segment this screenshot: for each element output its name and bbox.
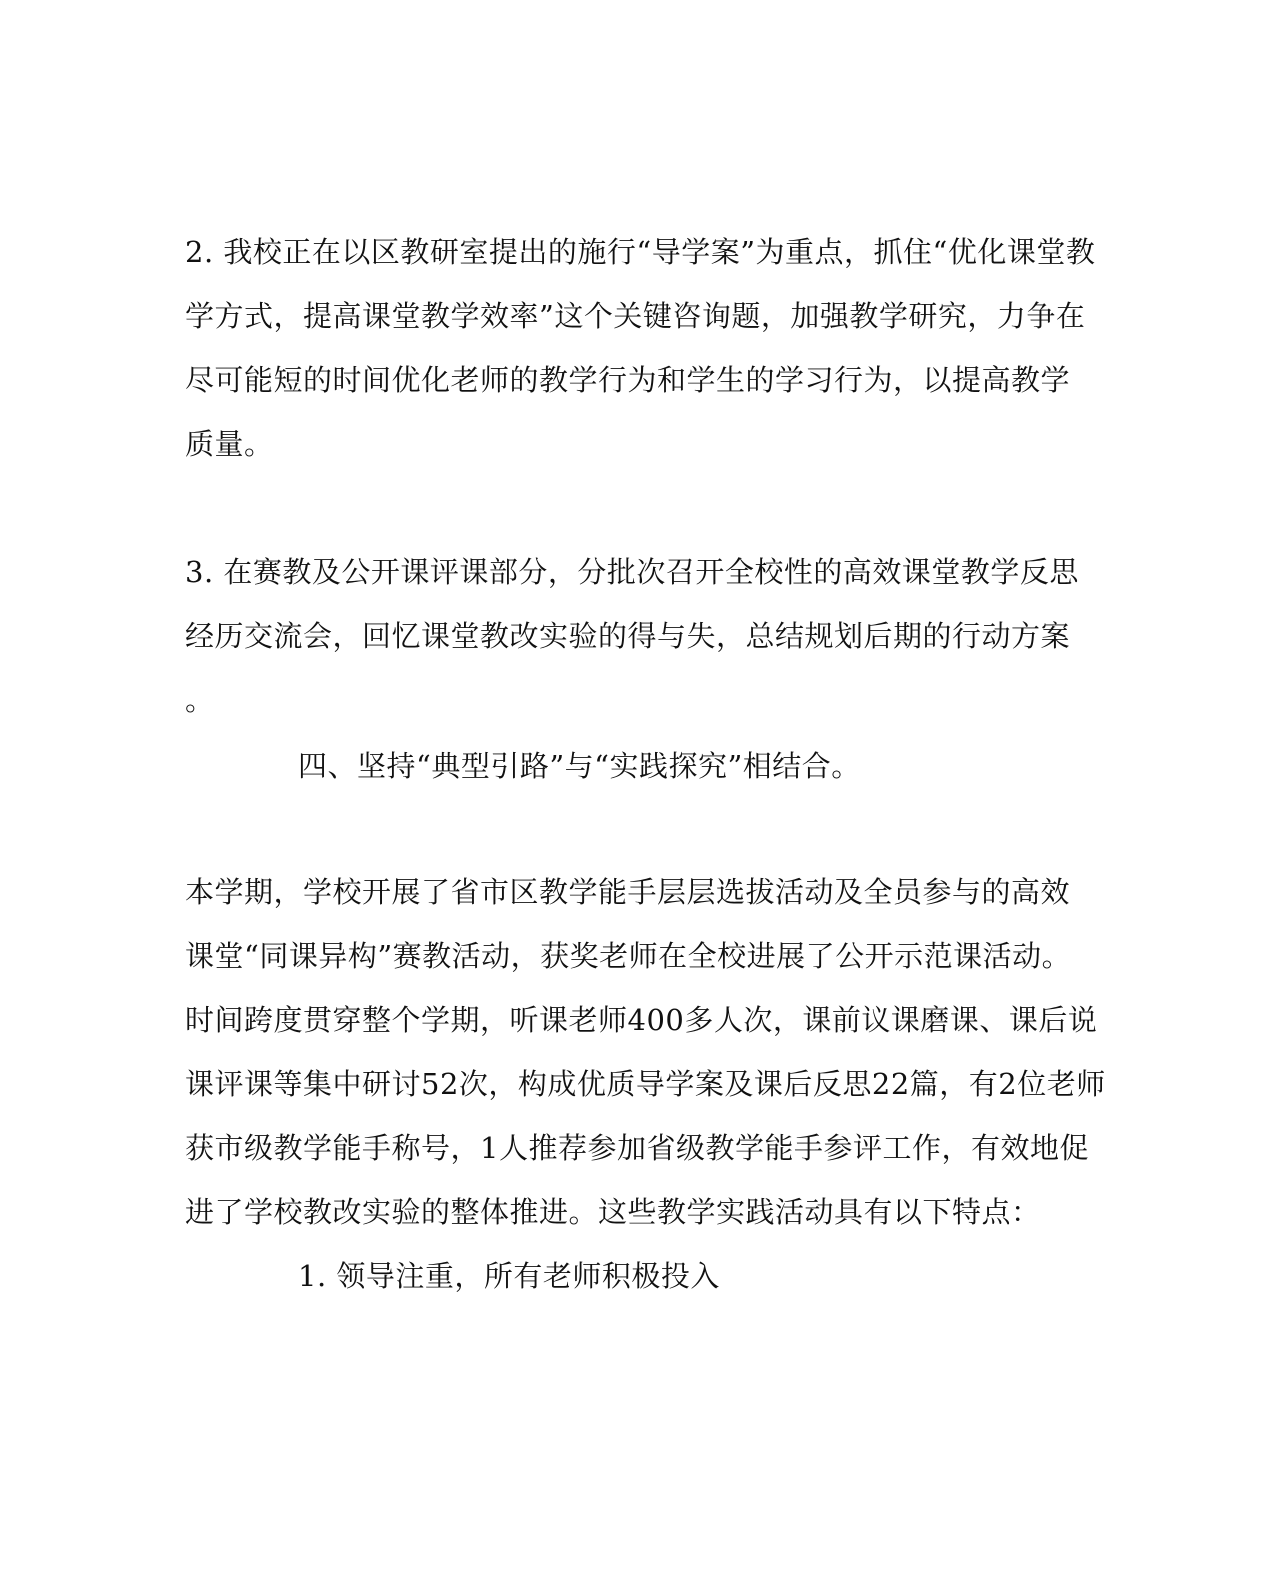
paragraph-2: [185, 220, 1096, 476]
paragraph-line: 获市级教学能手称号，1人推荐参加省级教学能手参评工作，有效地促: [185, 1131, 1089, 1165]
paragraph-line: 进了学校教改实验的整体推进。这些教学实践活动具有以下特点：: [185, 1195, 1041, 1229]
paragraph-line: 尽可能短的时间优化老师的教学行为和学生的学习行为，以提高教学: [185, 363, 1071, 397]
sub-heading: 1. 领导注重，所有老师积极投入: [298, 1259, 720, 1293]
paragraph-line: 学方式，提高课堂教学效率”这个关键咨询题，加强教学研究，力争在: [185, 299, 1086, 333]
paragraph-line: 质量。: [185, 427, 274, 461]
paragraph-line: 本学期，学校开展了省市区教学能手层层选拔活动及全员参与的高效: [185, 875, 1071, 909]
paragraph-line: 课评课等集中研讨52次，构成优质导学案及课后反思22篇，有2位老师: [185, 1067, 1106, 1101]
paragraph-line: 3. 在赛教及公开课评课部分，分批次召开全校性的高效课堂教学反思: [185, 555, 1079, 589]
paragraph-main: [185, 860, 1106, 1244]
paragraph-line: 时间跨度贯穿整个学期，听课老师400多人次，课前议课磨课、课后说: [185, 1003, 1098, 1037]
section-heading: 四、坚持“典型引路”与“实践探究”相结合。: [298, 749, 861, 783]
paragraph-line: 课堂“同课异构”赛教活动，获奖老师在全校进展了公开示范课活动。: [185, 939, 1072, 973]
paragraph-line: 经历交流会，回忆课堂教改实验的得与失，总结规划后期的行动方案: [185, 619, 1071, 653]
paragraph-3: [185, 540, 1079, 732]
paragraph-line: 2. 我校正在以区教研室提出的施行“导学案”为重点，抓住“优化课堂教: [185, 235, 1096, 269]
paragraph-line: 。: [185, 683, 215, 717]
